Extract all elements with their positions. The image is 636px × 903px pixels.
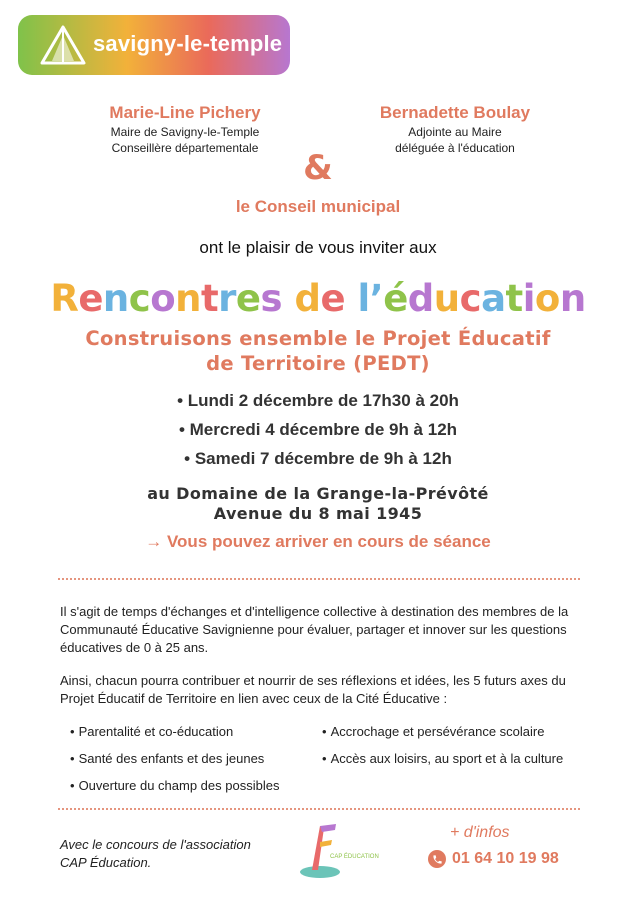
title-letter: d: [407, 277, 434, 320]
divider: [58, 578, 580, 580]
title-letter: t: [505, 277, 523, 320]
phone-contact[interactable]: [428, 850, 559, 868]
title-letter: é: [383, 277, 408, 320]
council-label: le Conseil municipal: [235, 197, 401, 216]
axis-item: • Accès aux loisirs, au sport et à la culture: [322, 751, 563, 766]
city-logo: [18, 15, 290, 75]
event-title: [0, 277, 636, 320]
title-letter: o: [534, 277, 560, 320]
divider: [58, 808, 580, 810]
location-line: Avenue du 8 mai 1945: [213, 504, 423, 523]
axis-item: • Parentalité et co-éducation: [70, 724, 233, 739]
ampersand: &: [303, 148, 333, 188]
more-info-label: + d'infos: [450, 824, 510, 841]
signer-role: Conseillère départementale: [111, 141, 259, 155]
event-dates: [0, 386, 636, 473]
axis-item: • Santé des enfants et des jeunes: [70, 751, 264, 766]
signer-role: déléguée à l'éducation: [395, 141, 515, 155]
partner-note: [60, 836, 300, 872]
date-item: • Samedi 7 décembre de 9h à 12h: [184, 449, 452, 468]
arrival-note: → Vous pouvez arriver en cours de séance: [145, 532, 491, 551]
title-letter: ’: [369, 277, 384, 320]
title-letter: c: [128, 277, 151, 320]
title-letter: n: [102, 277, 129, 320]
title-letter: n: [559, 277, 586, 320]
title-letter: d: [294, 277, 321, 320]
title-letter: c: [459, 277, 482, 320]
date-item: • Mercredi 4 décembre de 9h à 12h: [178, 420, 458, 439]
axes-paragraph: Ainsi, chacun pourra contribuer et nourrir de ses réflexions et idées, les 5 futurs axes du Projet Éducatif de Territoire en lien avec ceux de la Cité Éducative :: [60, 673, 566, 706]
axis-item: • Ouverture du champ des possibles: [70, 778, 279, 793]
signer-name: Marie-Line Pichery: [109, 103, 261, 122]
logo-text: savigny-le-temple: [93, 31, 283, 56]
subtitle-line: de Territoire (PEDT): [206, 352, 430, 375]
title-letter: t: [200, 277, 219, 320]
phone-number: 01 64 10 19 98: [452, 850, 559, 867]
event-subtitle: [40, 326, 596, 376]
title-letter: e: [235, 277, 261, 320]
title-letter: [282, 277, 294, 320]
title-letter: r: [218, 277, 236, 320]
signer-name: Bernadette Boulay: [379, 103, 531, 122]
title-letter: [345, 277, 357, 320]
title-letter: a: [481, 277, 506, 320]
title-letter: e: [320, 277, 346, 320]
event-location: [0, 484, 636, 524]
date-item: • Lundi 2 décembre de 17h30 à 20h: [177, 391, 459, 410]
svg-text:CAP ÉDUCATION: CAP ÉDUCATION: [330, 854, 379, 860]
subtitle-line: Construisons ensemble le Projet Éducatif: [85, 327, 551, 350]
axis-item: • Accrochage et persévérance scolaire: [322, 724, 544, 739]
cap-education-logo: [290, 820, 379, 882]
tent-icon: [38, 23, 88, 67]
title-letter: s: [260, 277, 283, 320]
signer-role: Maire de Savigny-le-Temple: [110, 125, 260, 139]
signer-role: Adjointe au Maire: [408, 125, 502, 139]
partner-line: Avec le concours de l'association: [60, 837, 251, 852]
title-letter: o: [150, 277, 176, 320]
title-letter: e: [78, 277, 103, 320]
phone-icon: [428, 850, 446, 868]
location-line: au Domaine de la Grange-la-Prévôté: [147, 484, 489, 503]
title-letter: i: [522, 277, 535, 320]
title-letter: u: [433, 277, 460, 320]
title-letter: n: [175, 277, 201, 320]
intro-paragraph: Il s'agit de temps d'échanges et d'intelligence collective à destination des membres de la Communauté Éducative Savignienne pour évaluer, partager et innover sur les questions éducatives de 0 à 25 ans.: [60, 604, 569, 655]
invite-line: ont le plaisir de vous inviter aux: [199, 238, 437, 257]
partner-line: CAP Éducation.: [60, 855, 152, 870]
title-letter: R: [50, 277, 79, 320]
title-letter: l: [357, 277, 370, 320]
